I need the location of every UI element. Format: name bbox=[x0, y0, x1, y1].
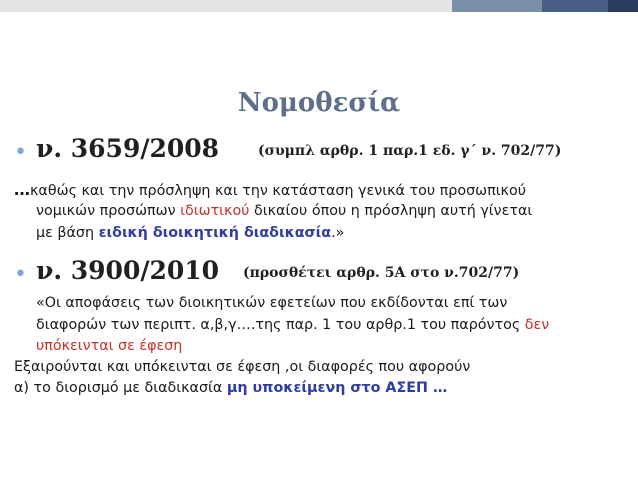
section1-line3-b: .» bbox=[331, 225, 345, 241]
section2-line2 bbox=[36, 317, 549, 333]
section2-line1: «Οι αποφάσεις των διοικητικών εφετείων που εκδίδονται επί των bbox=[36, 295, 508, 311]
top-bar-dark-segment bbox=[608, 0, 638, 12]
law-3900-2010: ν. 3900/2010 bbox=[36, 256, 220, 285]
section1-line2-a: νομικών προσώπων bbox=[36, 203, 181, 219]
section1-line2-b: δικαίου όπου η πρόσληψη αυτή γίνεται bbox=[249, 203, 533, 219]
bullet-2: • bbox=[14, 262, 27, 287]
bullet-1: • bbox=[14, 140, 27, 165]
top-bar-navy-segment bbox=[542, 0, 608, 12]
not-appealable-highlight-2: υπόκεινται σε έφεση bbox=[36, 338, 183, 354]
section1-line3 bbox=[36, 225, 344, 241]
top-decorative-bar bbox=[0, 0, 638, 12]
section2-line4: Εξαιρούνται και υπόκεινται σε έφεση ,οι διαφορές που αφορούν bbox=[14, 359, 471, 375]
section1-line1-text: καθώς και την πρόσληψη και την κατάσταση γενικά του προσωπικού bbox=[30, 183, 526, 199]
law-3659-note: (συμπλ αρθρ. 1 παρ.1 εδ. γ΄ ν. 702/77) bbox=[258, 143, 562, 159]
special-procedure-highlight: ειδική διοικητική διαδικασία bbox=[98, 225, 332, 241]
law-3659-2008: ν. 3659/2008 bbox=[36, 134, 220, 163]
law-3900-note: (προσθέτει αρθρ. 5Α στο ν.702/77) bbox=[243, 265, 520, 281]
section2-line2-a: διαφορών των περιπτ. α,β,γ….της παρ. 1 του αρθρ.1 του παρόντος bbox=[36, 317, 525, 333]
non-asep-procedure-highlight: μη υποκείμενη στο ΑΣΕΠ … bbox=[226, 380, 448, 396]
not-appealable-highlight-1: δεν bbox=[524, 317, 550, 333]
section1-line2 bbox=[36, 203, 532, 219]
top-bar-steel-segment bbox=[452, 0, 542, 12]
section1-line3-a: με βάση bbox=[36, 225, 99, 241]
section2-line5-a: α) το διορισμό με διαδικασία bbox=[14, 380, 227, 396]
section2-line5 bbox=[14, 380, 447, 396]
top-bar-grey-segment bbox=[0, 0, 452, 12]
private-law-highlight: ιδιωτικού bbox=[180, 203, 250, 219]
ellipsis-prefix: … bbox=[14, 180, 30, 199]
slide-title: Νομοθεσία bbox=[237, 88, 401, 118]
section1-line1 bbox=[14, 180, 526, 199]
